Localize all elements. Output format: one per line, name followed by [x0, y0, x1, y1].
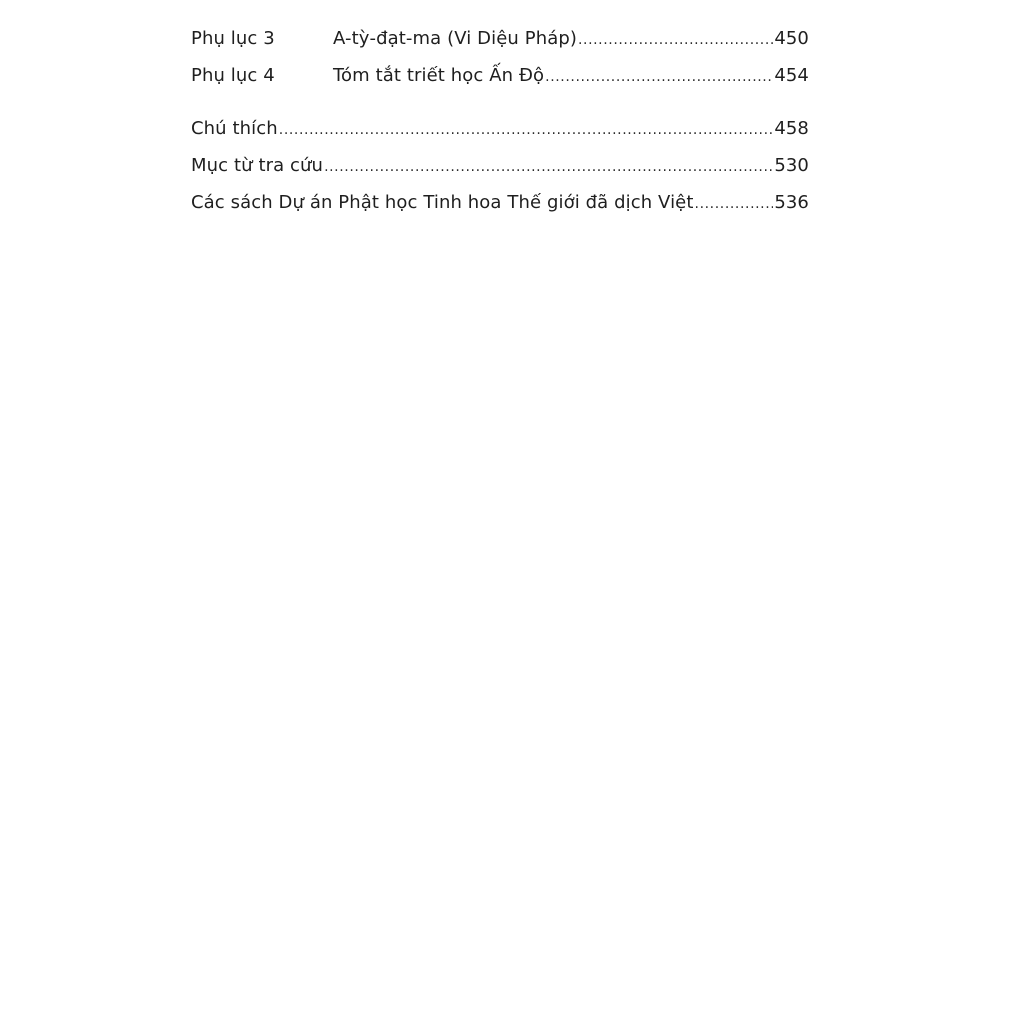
- toc-entry-index[interactable]: [191, 151, 809, 188]
- toc-entry-label: Phụ lục 3: [191, 28, 275, 49]
- toc-entry-appendix-3[interactable]: [191, 24, 809, 61]
- toc-entry-label: Phụ lục 4: [191, 65, 275, 86]
- dot-leader: [545, 62, 773, 92]
- dot-leader: [324, 152, 773, 182]
- toc-entry-translated-books[interactable]: [191, 188, 809, 225]
- table-of-contents: [191, 24, 809, 225]
- dot-leader: [578, 25, 773, 55]
- toc-entry-page-number: 536: [774, 192, 809, 213]
- toc-entry-page-number: 450: [774, 28, 809, 49]
- toc-entry-title: Các sách Dự án Phật học Tinh hoa Thế giới đã dịch Việt: [191, 192, 694, 213]
- toc-entry-title: A-tỳ-đạt-ma (Vi Diệu Pháp): [333, 28, 577, 49]
- toc-entry-page-number: 454: [774, 65, 809, 86]
- dot-leader: [695, 189, 774, 219]
- toc-entry-appendix-4[interactable]: [191, 61, 809, 98]
- toc-entry-notes[interactable]: [191, 114, 809, 151]
- toc-entry-title: Tóm tắt triết học Ấn Độ: [333, 65, 545, 86]
- toc-entry-page-number: 530: [774, 155, 809, 176]
- dot-leader: [279, 115, 774, 145]
- toc-entry-title: Chú thích: [191, 118, 278, 139]
- toc-entry-title: Mục từ tra cứu: [191, 155, 324, 176]
- toc-entry-page-number: 458: [774, 118, 809, 139]
